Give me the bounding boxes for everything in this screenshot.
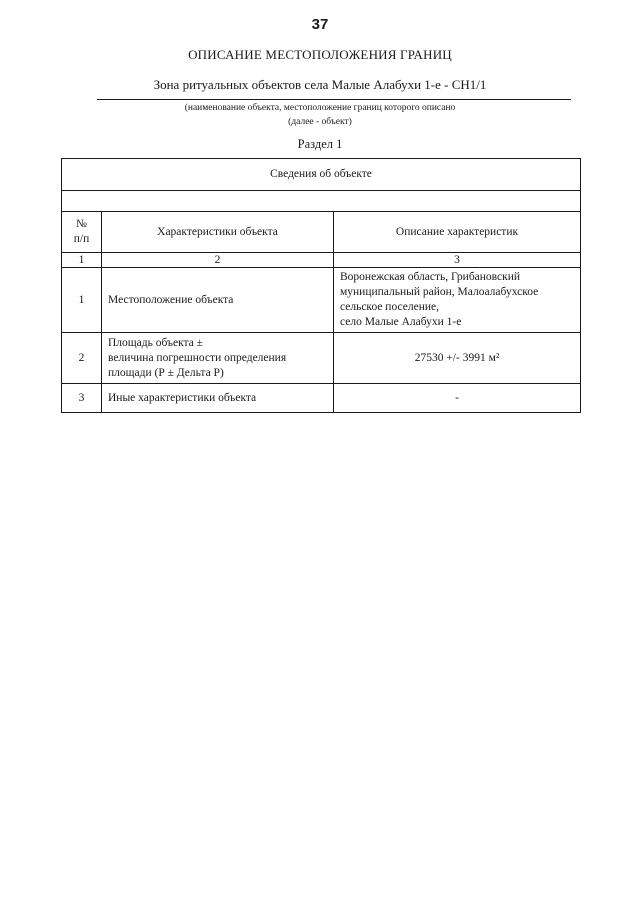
page-number: 37 bbox=[311, 16, 329, 33]
column-index-2: 2 bbox=[102, 253, 334, 268]
object-name-caption-line1: (наименование объекта, местоположение границ которого описано bbox=[184, 103, 456, 113]
row-number: 3 bbox=[62, 384, 102, 413]
table-row bbox=[62, 384, 581, 413]
column-header-description: Описание характеристик bbox=[334, 212, 581, 253]
object-name: Зона ритуальных объектов села Малые Алабухи 1-е - СН1/1 bbox=[153, 77, 487, 92]
object-info-table bbox=[61, 158, 581, 413]
column-index-row bbox=[62, 253, 581, 268]
row-characteristic: Иные характеристики объекта bbox=[102, 384, 334, 413]
column-index-1: 1 bbox=[62, 253, 102, 268]
row-characteristic: Местоположение объекта bbox=[102, 268, 334, 333]
row-number: 2 bbox=[62, 333, 102, 384]
column-header-characteristic: Характеристики объекта bbox=[102, 212, 334, 253]
characteristic-line: Площадь объекта ± bbox=[108, 336, 203, 349]
row-description: - bbox=[334, 384, 581, 413]
section-title: Раздел 1 bbox=[297, 137, 343, 151]
characteristic-line: площади (Р ± Дельта Р) bbox=[108, 366, 224, 379]
table-row bbox=[62, 333, 581, 384]
row-description bbox=[334, 268, 581, 333]
table-header-row bbox=[62, 159, 581, 191]
column-header-row bbox=[62, 212, 581, 253]
table-row bbox=[62, 268, 581, 333]
table-blank-cell bbox=[62, 191, 581, 212]
column-header-number-line1: № bbox=[76, 218, 87, 230]
object-name-underline bbox=[97, 99, 571, 100]
description-line: сельское поселение, bbox=[340, 301, 439, 313]
description-line: муниципальный район, Малоалабухское bbox=[340, 286, 539, 298]
description-line: Воронежская область, Грибановский bbox=[340, 271, 521, 283]
column-header-number-line2: п/п bbox=[73, 233, 90, 245]
table-blank-row bbox=[62, 191, 581, 212]
description-line: село Малые Алабухи 1-е bbox=[340, 316, 462, 328]
column-index-3: 3 bbox=[334, 253, 581, 268]
document-title: ОПИСАНИЕ МЕСТОПОЛОЖЕНИЯ ГРАНИЦ bbox=[188, 47, 452, 62]
row-characteristic bbox=[102, 333, 334, 384]
row-number: 1 bbox=[62, 268, 102, 333]
table-header: Сведения об объекте bbox=[62, 159, 581, 191]
column-header-number bbox=[62, 212, 102, 253]
row-description: 27530 +/- 3991 м² bbox=[334, 333, 581, 384]
object-name-caption-line2: (далее - объект) bbox=[288, 117, 352, 127]
characteristic-line: величина погрешности определения bbox=[108, 351, 287, 364]
